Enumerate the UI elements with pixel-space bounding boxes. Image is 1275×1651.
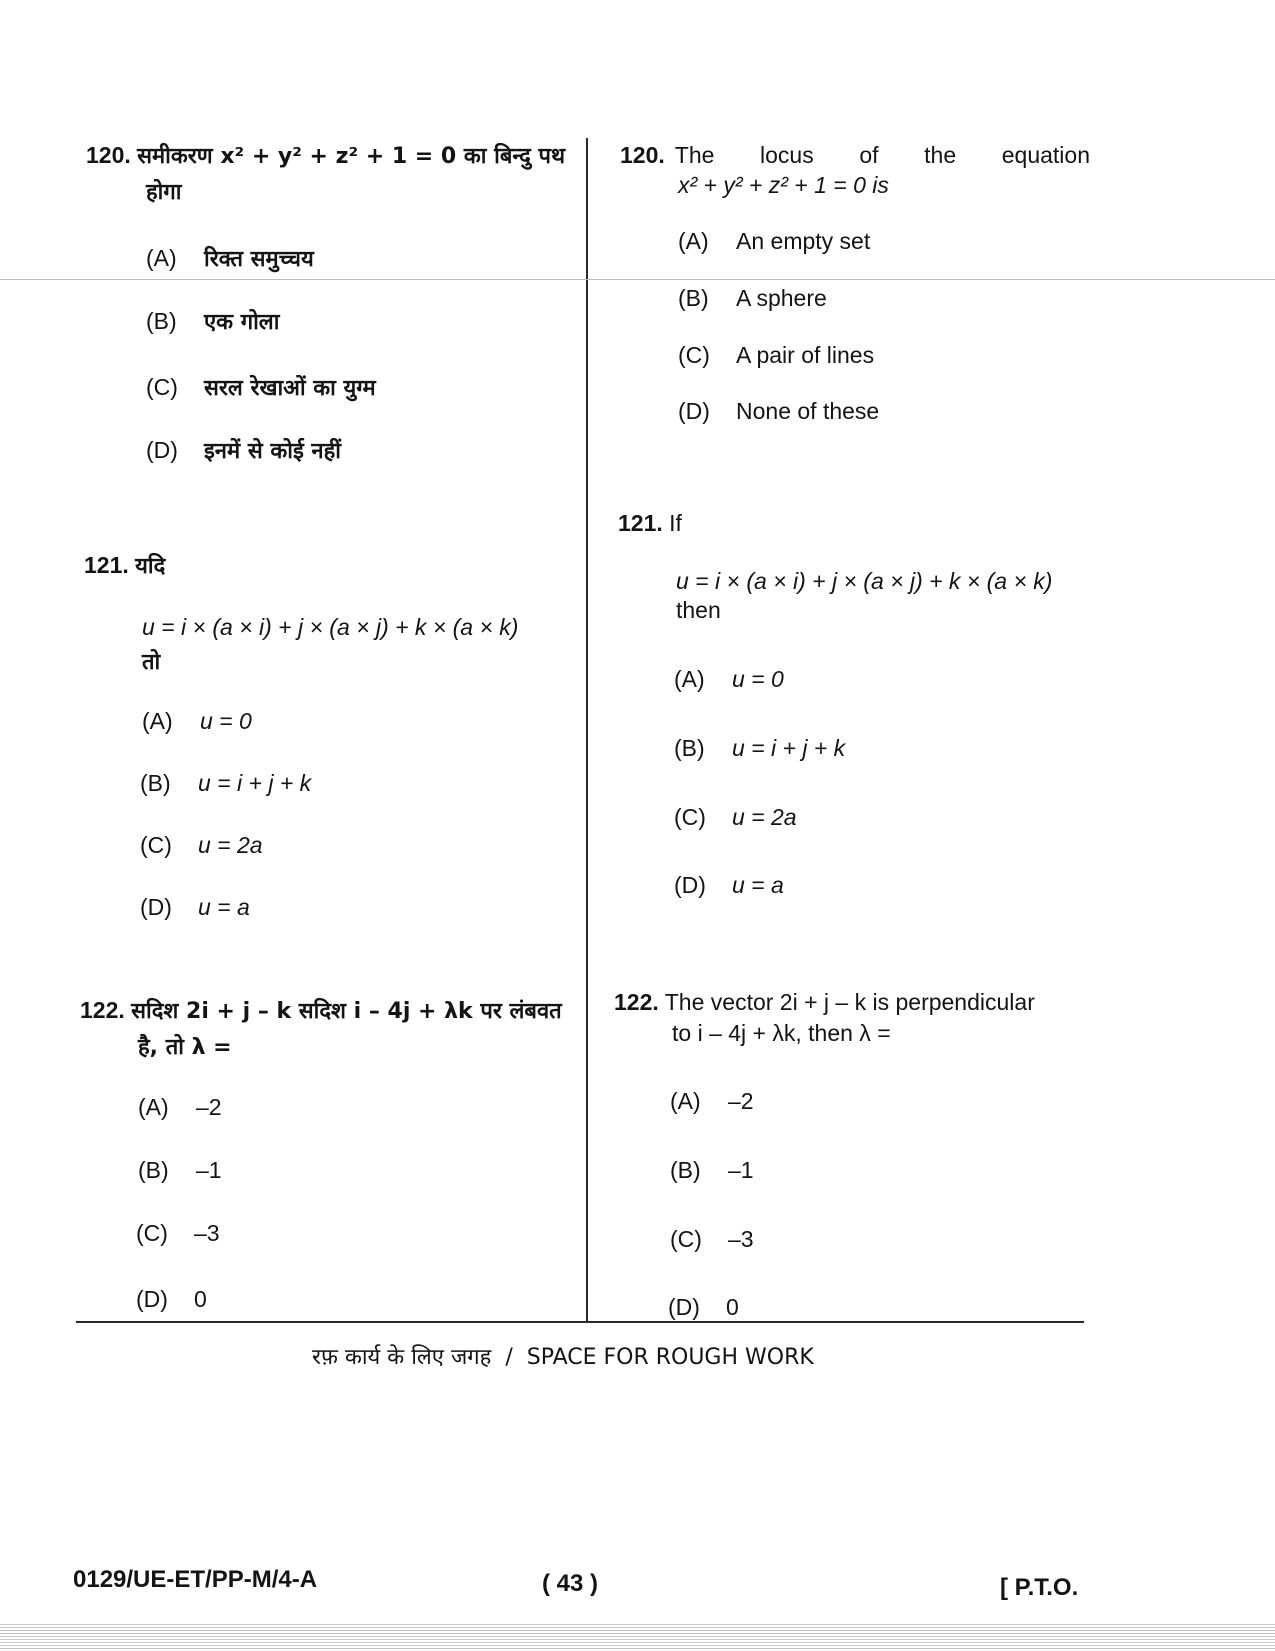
option-a: (A) –2: [138, 1094, 222, 1120]
question-stem-cont: होगा: [146, 180, 182, 205]
question-stem-cont: x² + y² + z² + 1 = 0 is: [678, 172, 889, 198]
option-a: (A) –2: [670, 1088, 754, 1114]
question-stem-cont: to i – 4j + λk, then λ =: [672, 1020, 891, 1046]
question-stem: If: [669, 510, 682, 536]
option-c: (C) A pair of lines: [678, 342, 875, 368]
option-d: (D) 0: [136, 1286, 207, 1312]
question-stem: The locus of the equation: [674, 142, 1090, 168]
question-number: 122.: [80, 997, 125, 1023]
question-stem-cont: है, तो λ =: [138, 1035, 232, 1060]
option-c: (C) –3: [136, 1220, 220, 1246]
option-b: (B) –1: [138, 1157, 222, 1183]
question-expression: u = i × (a × i) + j × (a × j) + k × (a × k): [142, 614, 519, 640]
page-bottom-border: [0, 1622, 1275, 1651]
question-stem: समीकरण x² + y² + z² + 1 = 0 का बिन्दु पथ: [137, 144, 566, 169]
question-expression: u = i × (a × i) + j × (a × j) + k × (a × k): [676, 568, 1053, 594]
option-a: (A) u = 0: [142, 708, 252, 734]
column-divider: [586, 138, 588, 1323]
question-stem-cont: तो: [142, 650, 161, 675]
question-number: 121.: [84, 552, 129, 578]
option-a: (A) u = 0: [674, 666, 784, 692]
option-d: (D) u = a: [674, 872, 784, 898]
option-a: (A) रिक्त समुच्चय: [146, 245, 314, 272]
question-number: 120.: [86, 142, 131, 168]
bottom-rule: [76, 1321, 1084, 1323]
question-number: 121.: [618, 510, 663, 536]
fold-line: [0, 279, 1275, 280]
question-stem: The vector 2i + j – k is perpendicular: [664, 989, 1035, 1015]
option-d: (D) u = a: [140, 894, 250, 920]
question-number: 122.: [614, 989, 659, 1015]
question-number: 120.: [620, 142, 665, 168]
page-number: ( 43 ): [542, 1570, 599, 1597]
option-c: (C) u = 2a: [674, 804, 797, 830]
question-stem: यदि: [135, 554, 166, 579]
option-a: (A) An empty set: [678, 228, 871, 254]
option-b: (B) एक गोला: [146, 308, 280, 335]
option-b: (B) –1: [670, 1157, 754, 1183]
question-stem-cont: then: [676, 597, 721, 623]
option-c: (C) u = 2a: [140, 832, 263, 858]
option-d: (D) None of these: [678, 398, 880, 424]
option-b: (B) u = i + j + k: [140, 770, 312, 796]
option-d: (D) 0: [668, 1294, 739, 1320]
pto-marker: [ P.T.O.: [1000, 1574, 1079, 1601]
option-d: (D) इनमें से कोई नहीं: [146, 437, 342, 464]
option-c: (C) –3: [670, 1226, 754, 1252]
question-stem: सदिश 2i + j – k सदिश i – 4j + λk पर लंबवत: [131, 999, 562, 1024]
option-b: (B) u = i + j + k: [674, 735, 846, 761]
option-b: (B) A sphere: [678, 285, 827, 311]
paper-code: 0129/UE-ET/PP-M/4-A: [73, 1566, 318, 1593]
option-c: (C) सरल रेखाओं का युग्म: [146, 374, 376, 401]
rough-work-note: रफ़ कार्य के लिए जगह / SPACE FOR ROUGH WORK: [312, 1345, 814, 1370]
